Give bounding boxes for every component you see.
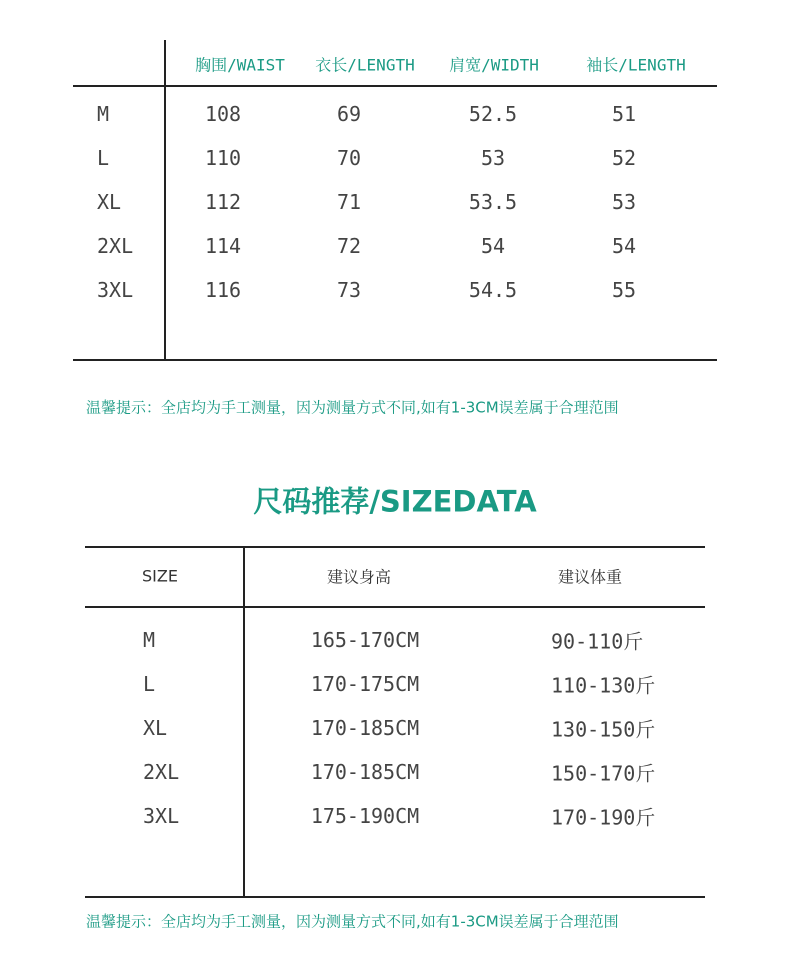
- measure-value: 54: [480, 234, 506, 258]
- weight-value: 110-130斤: [551, 673, 656, 698]
- weight-value: 170-190斤: [551, 805, 656, 830]
- measure-value: 73: [336, 278, 362, 302]
- size-label: XL: [143, 716, 168, 740]
- table-bottom-border: [85, 896, 705, 898]
- column-header: 胸围/WAIST: [195, 55, 285, 75]
- weight-value: 90-110斤: [551, 629, 644, 654]
- measurement-tip: 温馨提示：全店均为手工测量，因为测量方式不同,如有1-3CM误差属于合理范围: [86, 398, 619, 417]
- header-divider: [85, 606, 705, 608]
- height-value: 170-175CM: [310, 672, 420, 696]
- measure-value: 114: [204, 234, 242, 258]
- measure-value: 116: [204, 278, 242, 302]
- measure-value: 54: [611, 234, 637, 258]
- size-label: 3XL: [97, 278, 134, 302]
- height-value: 165-170CM: [310, 628, 420, 652]
- size-label: XL: [97, 190, 122, 214]
- table-bottom-border: [73, 359, 717, 361]
- measure-value: 71: [336, 190, 362, 214]
- column-header: 衣长/LENGTH: [315, 55, 415, 75]
- header-height: 建议身高: [326, 567, 392, 587]
- column-divider: [164, 40, 166, 361]
- weight-value: 130-150斤: [551, 717, 656, 742]
- recommend-tip: 温馨提示：全店均为手工测量，因为测量方式不同,如有1-3CM误差属于合理范围: [86, 912, 619, 931]
- size-label: 3XL: [143, 804, 180, 828]
- size-label: 2XL: [97, 234, 134, 258]
- height-value: 170-185CM: [310, 716, 420, 740]
- column-divider: [243, 546, 245, 898]
- weight-value: 150-170斤: [551, 761, 656, 786]
- measure-value: 53: [611, 190, 637, 214]
- header-weight: 建议体重: [557, 567, 623, 587]
- measure-value: 72: [336, 234, 362, 258]
- measure-value: 55: [611, 278, 637, 302]
- measure-value: 52.5: [468, 102, 518, 126]
- measure-value: 69: [336, 102, 362, 126]
- measure-value: 52: [611, 146, 637, 170]
- measure-value: 70: [336, 146, 362, 170]
- measure-value: 53: [480, 146, 506, 170]
- measure-value: 54.5: [468, 278, 518, 302]
- size-label: L: [97, 146, 110, 170]
- recommend-title: 尺码推荐/SIZEDATA: [253, 484, 537, 519]
- height-value: 170-185CM: [310, 760, 420, 784]
- table-top-border: [85, 546, 705, 548]
- header-divider: [73, 85, 717, 87]
- size-label: M: [97, 102, 110, 126]
- size-label: 2XL: [143, 760, 180, 784]
- measure-value: 110: [204, 146, 242, 170]
- height-value: 175-190CM: [310, 804, 420, 828]
- size-label: L: [143, 672, 156, 696]
- measure-value: 53.5: [468, 190, 518, 214]
- column-header: 袖长/LENGTH: [586, 55, 686, 75]
- measure-value: 51: [611, 102, 637, 126]
- measure-value: 112: [204, 190, 242, 214]
- size-label: M: [143, 628, 156, 652]
- header-size: SIZE: [142, 566, 178, 586]
- column-header: 肩宽/WIDTH: [449, 55, 539, 75]
- measure-value: 108: [204, 102, 242, 126]
